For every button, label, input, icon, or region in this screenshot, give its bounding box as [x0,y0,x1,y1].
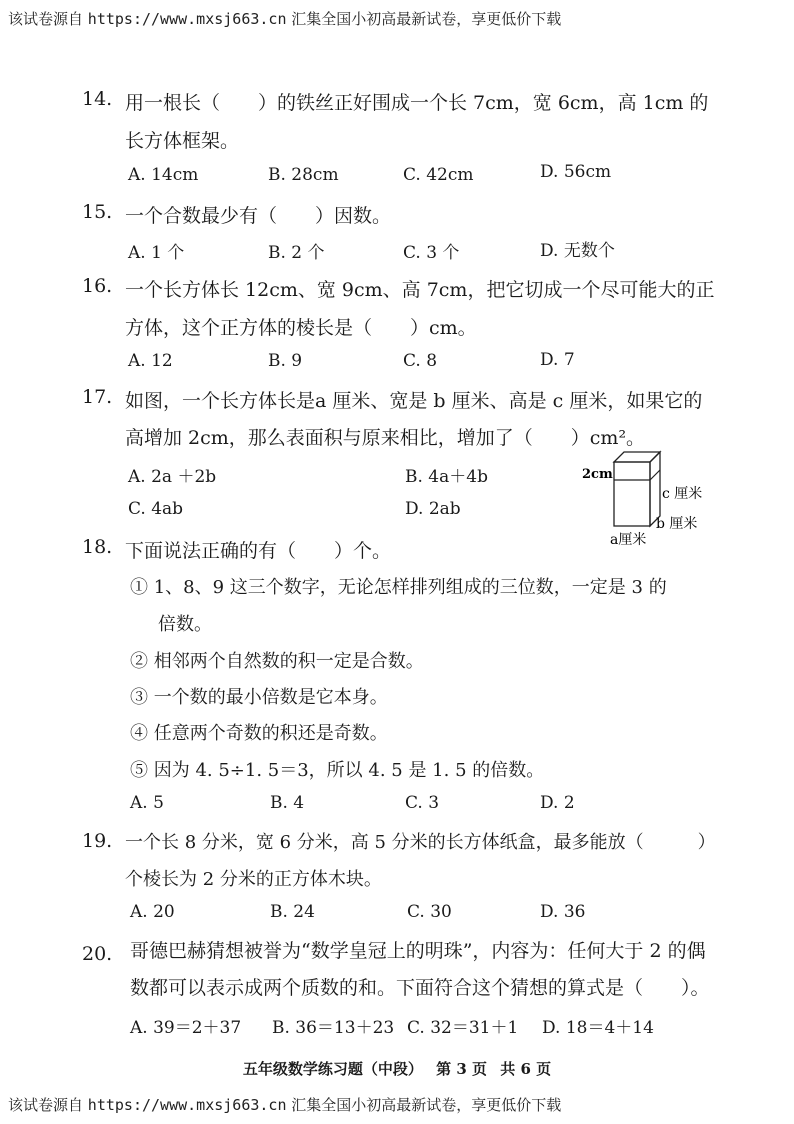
banner-url[interactable]: https://www.mxsj663.cn [87,10,287,28]
option-d[interactable]: D. 56cm [540,162,612,182]
option-c[interactable]: C. 42cm [403,165,474,185]
option-d[interactable]: D. 无数个 [540,241,615,261]
question-number: 14. [82,88,113,110]
cuboid-figure [580,450,710,550]
option-a[interactable]: A. 14cm [128,165,199,185]
cuboid-top-face [614,452,660,462]
height-label: c 厘米 [662,486,703,502]
option-b[interactable]: B. 24 [270,902,315,922]
option-c[interactable]: C. 8 [403,351,438,371]
option-b[interactable]: B. 2 个 [268,243,325,263]
option-c[interactable]: C. 3 [405,793,440,813]
banner-suffix: 汇集全国小初高最新试卷，享更低价下载 [291,1096,562,1114]
option-a[interactable]: A. 12 [128,351,173,371]
option-a[interactable]: A. 1 个 [128,243,185,263]
option-a[interactable]: A. 39＝2＋37 [130,1018,242,1038]
question-number: 17. [82,386,113,408]
statement-item: ③ 一个数的最小倍数是它本身。 [130,687,388,708]
option-d[interactable]: D. 7 [540,350,575,370]
option-c[interactable]: C. 4ab [128,499,184,519]
width-label: b 厘米 [656,516,698,532]
top-label: 2cm [582,467,613,482]
statement-item: 倍数。 [158,614,212,635]
question-text: 数都可以表示成两个质数的和。下面符合这个猜想的算式是（ ）。 [130,977,710,999]
question-number: 19. [82,830,113,852]
banner-suffix: 汇集全国小初高最新试卷，享更低价下载 [291,10,562,28]
option-b[interactable]: B. 9 [268,351,303,371]
statement-item: ⑤ 因为 4. 5÷1. 5＝3，所以 4. 5 是 1. 5 的倍数。 [130,760,545,781]
source-banner-bottom [8,1094,561,1115]
question-text: 个棱长为 2 分米的正方体木块。 [125,869,382,890]
question-text: 长方体框架。 [125,130,240,152]
option-d[interactable]: D. 2 [540,793,575,813]
cuboid-side-face [650,452,660,526]
option-c[interactable]: C. 30 [407,902,452,922]
option-c[interactable]: C. 3 个 [403,243,460,263]
option-d[interactable]: D. 36 [540,902,586,922]
banner-prefix: 该试卷源自 [8,10,84,28]
option-b[interactable]: B. 4a＋4b [405,467,488,487]
question-number: 20. [82,943,113,965]
option-b[interactable]: B. 4 [270,793,305,813]
source-banner-top [8,8,561,29]
page-footer [0,1058,794,1079]
option-a[interactable]: A. 2a ＋2b [128,467,217,487]
question-text: 一个长 8 分米，宽 6 分米，高 5 分米的长方体纸盒，最多能放（ ） [125,832,716,853]
option-b[interactable]: B. 36＝13＋23 [272,1018,395,1038]
statement-item: ① 1、8、9 这三个数字，无论怎样排列组成的三位数，一定是 3 的 [130,577,667,598]
question-text: 用一根长（ ）的铁丝正好围成一个长 7cm，宽 6cm，高 1cm 的 [125,92,709,114]
banner-prefix: 该试卷源自 [8,1096,84,1114]
question-text: 一个合数最少有（ ）因数。 [125,205,392,227]
question-text: 高增加 2cm，那么表面积与原来相比，增加了（ ）cm²。 [125,427,646,449]
question-text: 哥德巴赫猜想被誉为“数学皇冠上的明珠”，内容为：任何大于 2 的偶 [130,940,706,962]
option-d[interactable]: D. 2ab [405,499,461,519]
statement-item: ② 相邻两个自然数的积一定是合数。 [130,651,424,672]
question-text: 下面说法正确的有（ ）个。 [125,540,392,562]
option-a[interactable]: A. 20 [130,902,175,922]
question-number: 16. [82,275,113,297]
question-text: 一个长方体长 12cm、宽 9cm、高 7cm，把它切成一个尽可能大的正 [125,279,715,301]
option-b[interactable]: B. 28cm [268,165,339,185]
banner-url[interactable]: https://www.mxsj663.cn [87,1096,287,1114]
cuboid-front-face [614,462,650,526]
question-number: 15. [82,201,113,223]
option-c[interactable]: C. 32＝31＋1 [407,1018,519,1038]
question-text: 如图，一个长方体长是a 厘米、宽是 b 厘米、高是 c 厘米，如果它的 [125,390,703,412]
length-label: a厘米 [610,532,647,548]
option-a[interactable]: A. 5 [130,793,164,813]
statement-item: ④ 任意两个奇数的积还是奇数。 [130,723,388,744]
footer-total: 共 6 页 [500,1060,552,1078]
footer-title: 五年级数学练习题（中段） [242,1060,423,1078]
added-height-line [650,470,660,480]
footer-page: 第 3 页 [436,1060,487,1078]
option-d[interactable]: D. 18＝4＋14 [542,1018,654,1038]
question-number: 18. [82,536,113,558]
question-text: 方体，这个正方体的棱长是（ ）cm。 [125,317,477,339]
